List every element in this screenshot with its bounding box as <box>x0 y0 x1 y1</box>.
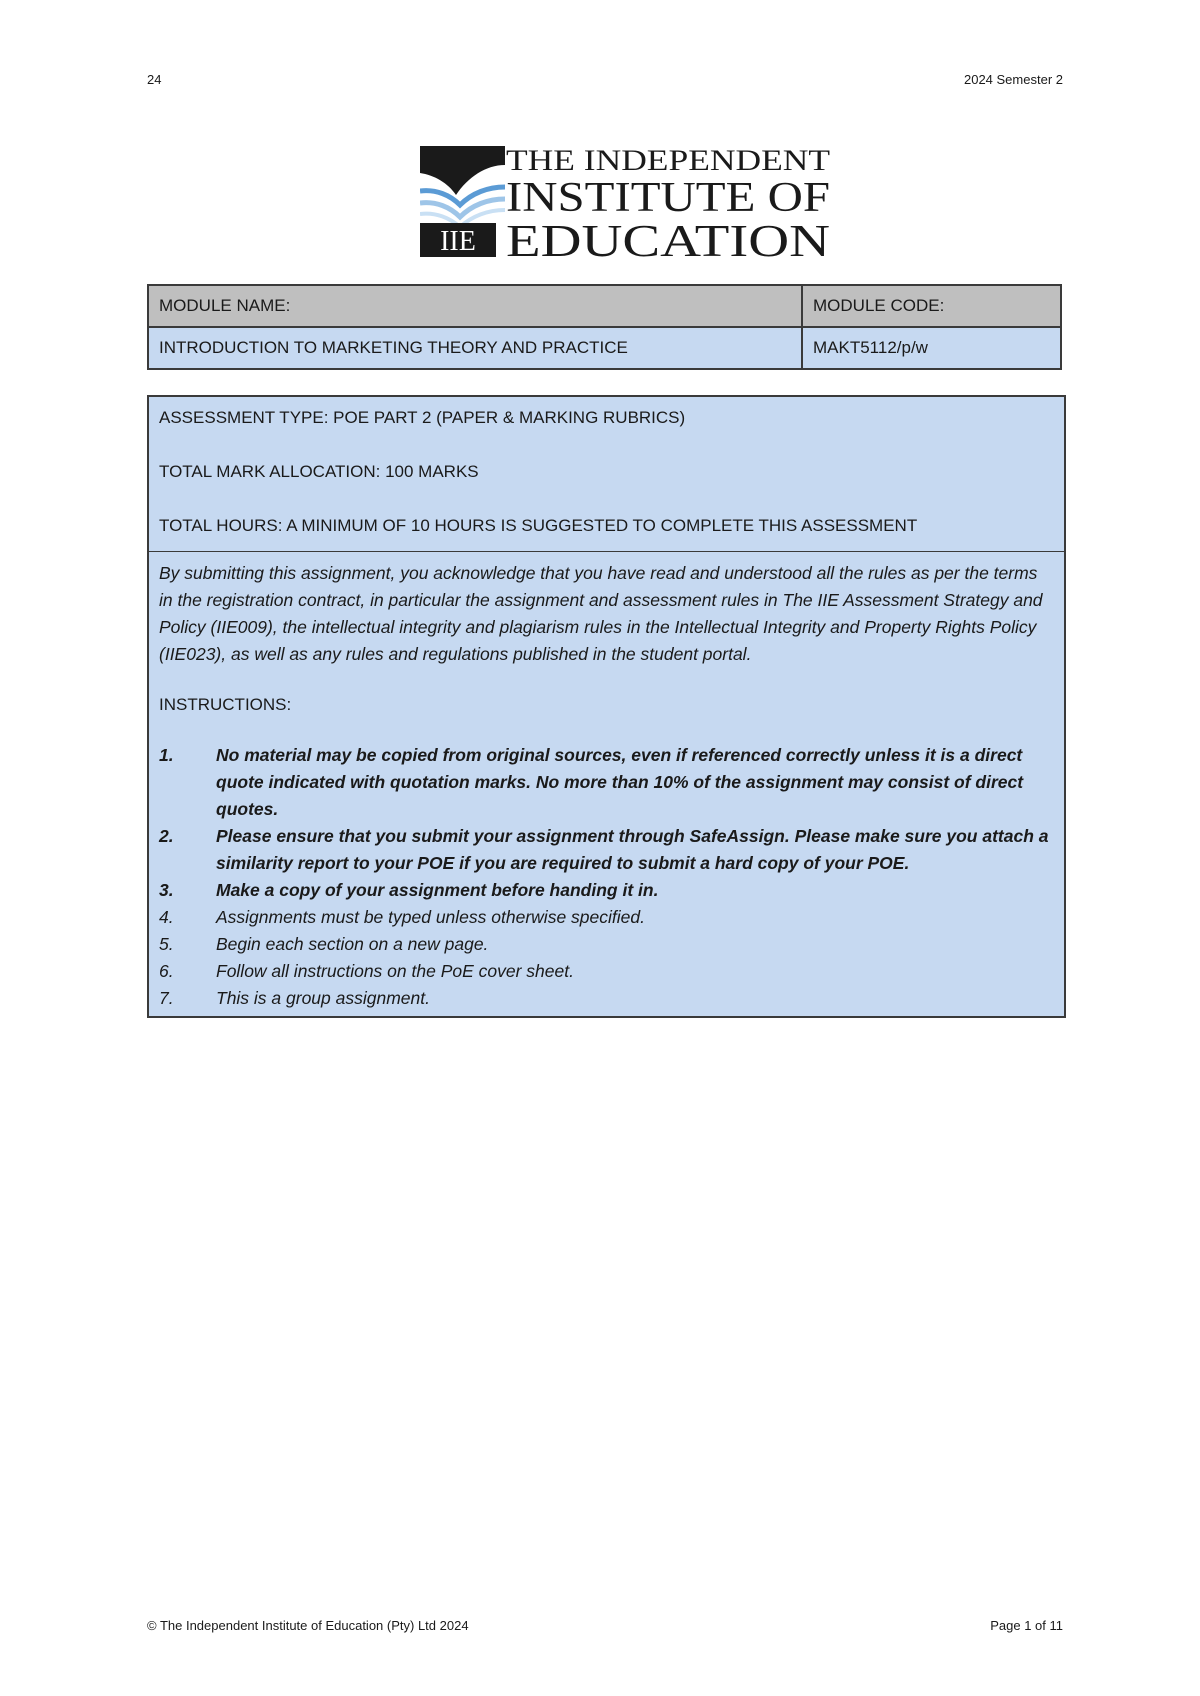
total-hours: TOTAL HOURS: A MINIMUM OF 10 HOURS IS SUGGESTED TO COMPLETE THIS ASSESSMENT <box>159 516 918 535</box>
module-table-value-row <box>148 327 1061 369</box>
iie-logo <box>420 143 835 260</box>
instruction-item <box>159 823 1054 877</box>
module-name-label: MODULE NAME: <box>148 285 802 327</box>
instruction-number: 2. <box>159 826 174 846</box>
instruction-item <box>159 985 1054 1012</box>
assessment-box <box>147 395 1066 1018</box>
instruction-text: Follow all instructions on the PoE cover sheet. <box>216 961 574 981</box>
instruction-text: Please ensure that you submit your assignment through SafeAssign. Please make sure you attach a similarity report to your POE if you are required to submit a hard copy of your POE. <box>216 826 1049 873</box>
instruction-number: 4. <box>159 907 174 927</box>
instruction-text: Make a copy of your assignment before handing it in. <box>216 880 659 900</box>
assessment-details <box>149 552 1064 1016</box>
header-right: 2024 Semester 2 <box>963 72 1063 87</box>
instruction-item <box>159 904 1054 931</box>
logo-line-2: INSTITUTE OF <box>506 175 830 221</box>
header-left: 24 <box>147 72 162 87</box>
instruction-item <box>159 877 1054 904</box>
instruction-item <box>159 931 1054 958</box>
instruction-number: 5. <box>159 934 174 954</box>
instruction-number: 6. <box>159 961 174 981</box>
logo-badge-text: IIE <box>440 226 476 257</box>
footer-page-number: Page 1 of 11 <box>990 1618 1063 1633</box>
instruction-text: Assignments must be typed unless otherwise specified. <box>216 907 645 927</box>
module-table-header-row <box>148 285 1061 327</box>
assessment-type: ASSESSMENT TYPE: POE PART 2 (PAPER & MARKING RUBRICS) <box>159 408 686 427</box>
footer-copyright: © The Independent Institute of Education (Pty) Ltd 2024 <box>147 1618 469 1633</box>
instruction-text: No material may be copied from original sources, even if referenced correctly unless it is a direct quote indicated with quotation marks. No more than 10% of the assignment may consist of direct quotes. <box>216 745 1024 819</box>
instructions-title: INSTRUCTIONS: <box>159 695 292 714</box>
logo-line-1: THE INDEPENDENT <box>506 144 830 177</box>
total-marks: TOTAL MARK ALLOCATION: 100 MARKS <box>159 462 479 481</box>
module-table <box>147 284 1062 370</box>
instruction-number: 1. <box>159 745 174 765</box>
instruction-item <box>159 958 1054 985</box>
acknowledgement-text: By submitting this assignment, you acknowledge that you have read and understood all the rules as per the terms in the registration contract, in particular the assignment and assessment rules in The IIE Assessment Strategy and Policy (IIE009), the intellectual integrity and plagiarism rules in the Intellectual Integrity and Property Rights Policy (IIE023), as well as any rules and regulations published in the student portal. <box>159 563 1043 664</box>
instruction-item <box>159 742 1054 823</box>
logo-line-3: EDUCATION <box>506 215 830 260</box>
module-code-value: MAKT5112/p/w <box>802 327 1061 369</box>
iie-logo-graphic <box>420 143 835 260</box>
instructions-list <box>159 742 1054 1012</box>
assessment-summary <box>149 397 1064 552</box>
instruction-text: This is a group assignment. <box>216 988 430 1008</box>
instruction-number: 7. <box>159 988 174 1008</box>
instruction-text: Begin each section on a new page. <box>216 934 489 954</box>
module-code-label: MODULE CODE: <box>802 285 1061 327</box>
instruction-number: 3. <box>159 880 174 900</box>
module-name-value: INTRODUCTION TO MARKETING THEORY AND PRACTICE <box>148 327 802 369</box>
